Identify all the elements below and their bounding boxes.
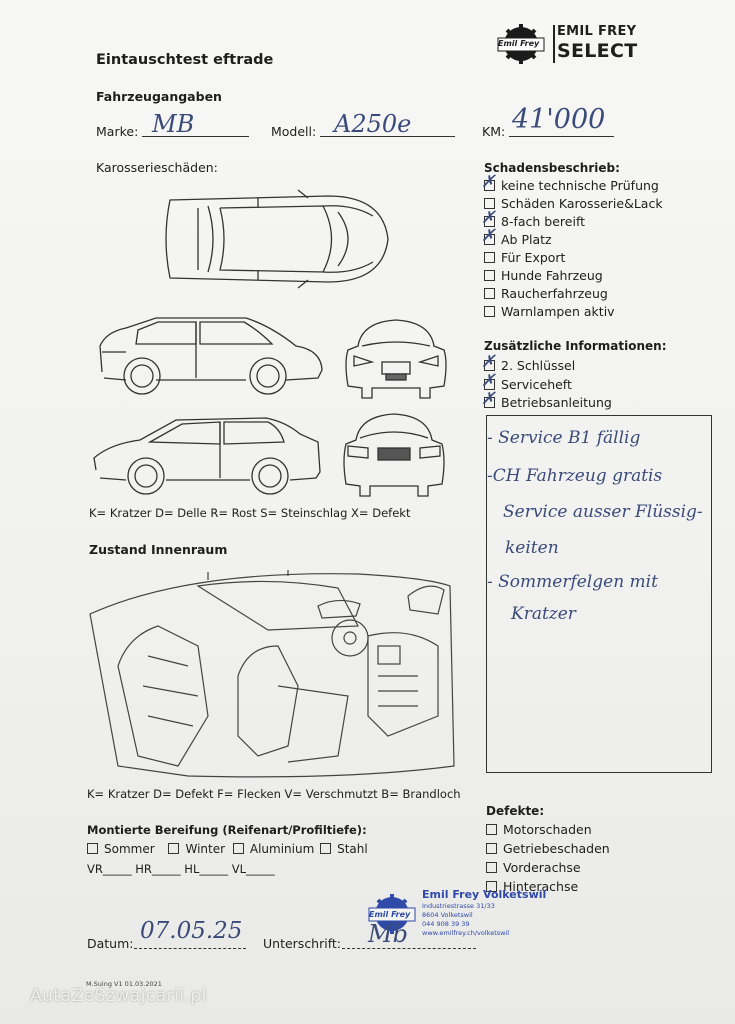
stamp-logo-text: Emil Frey [369,910,411,919]
damage-description-item[interactable] [484,304,615,319]
vehicle-section-title: Fahrzeugangaben [96,89,222,104]
checkbox-icon[interactable] [484,252,495,263]
tyre-option-winter[interactable]: Winter [168,842,225,856]
additional-info-item[interactable] [481,352,576,373]
tyre-option-summer[interactable]: Sommer [87,842,155,856]
additional-info-title: Zusätzliche Informationen: [484,339,667,353]
defect-item[interactable] [486,841,610,856]
notes-box[interactable] [486,415,712,773]
check-mark-icon: ✗ [481,208,496,228]
checkbox-icon[interactable] [486,843,497,854]
note-line: - Sommerfelgen mit [487,572,658,592]
damage-description-title: Schadensbeschrieb: [484,161,620,175]
car-side-view-left-diagram[interactable] [90,412,326,498]
damage-description-item[interactable] [481,226,552,247]
damage-description-label: Raucherfahrzeug [501,286,608,301]
damage-description-item[interactable] [484,196,663,211]
signature-field[interactable] [342,932,476,949]
damage-description-label: Warnlampen aktiv [501,304,615,319]
checkbox-icon [168,843,179,854]
checkbox-icon[interactable] [486,824,497,835]
car-top-view-diagram[interactable] [158,186,394,292]
defect-label: Getriebeschaden [503,841,610,856]
body-damage-title: Karosserieschäden: [96,160,218,175]
interior-diagram[interactable] [88,566,460,780]
damage-description-item[interactable] [484,268,603,283]
defect-item[interactable] [486,860,581,875]
damage-description-label: Hunde Fahrzeug [501,268,603,283]
check-mark-icon: ✗ [481,370,496,391]
note-line: - Service B1 fällig [487,428,641,448]
check-mark-icon: ✗ [481,172,496,192]
checkbox-icon[interactable] [484,288,495,299]
defect-label: Hinterachse [503,879,579,894]
brand-name: EMIL FREY [557,24,637,39]
damage-description-label: keine technische Prüfung [501,178,659,193]
car-rear-view-diagram[interactable] [338,412,450,498]
logo-wordmark: Emil Frey [498,39,540,48]
checkbox-icon [320,843,331,854]
additional-info-label: Serviceheft [501,376,572,392]
km-value: 41'000 [512,104,606,135]
checkbox-icon[interactable] [486,862,497,873]
defect-item[interactable] [486,822,592,837]
check-mark-icon: ✗ [481,389,496,409]
check-mark-icon: ✗ [481,352,496,372]
checkbox-icon[interactable] [484,270,495,281]
stamp-street: Industriestrasse 31/33 [422,902,495,910]
model-label: Modell: [271,124,317,139]
signature-value: Mb [368,920,408,948]
note-line: keiten [505,538,559,558]
damage-description-item[interactable] [481,172,659,193]
defect-label: Motorschaden [503,822,592,837]
interior-legend: K= Kratzer D= Defekt F= Flecken V= Verschmutzt B= Brandloch [87,787,461,801]
stamp-company: Emil Frey Volketswil [422,888,547,901]
body-damage-legend: K= Kratzer D= Delle R= Rost S= Steinschlag X= Defekt [89,506,411,520]
stamp-city: 8604 Volketswil [422,911,473,919]
km-label: KM: [482,124,506,139]
car-side-view-right-diagram[interactable] [96,312,326,398]
note-line: -CH Fahrzeug gratis [487,466,663,486]
signature-label: Unterschrift: [263,936,342,951]
brand-select: SELECT [557,40,638,62]
make-label: Marke: [96,124,139,139]
damage-description-label: 8-fach bereift [501,214,586,229]
logo-divider [553,25,555,63]
defects-title: Defekte: [486,804,545,818]
additional-info-item[interactable] [481,389,612,410]
damage-description-label: Schäden Karosserie&Lack [501,196,663,211]
date-value: 07.05.25 [140,918,243,944]
tyres-title: Montierte Bereifung (Reifenart/Profiltiefe): [87,823,367,837]
car-front-view-diagram[interactable] [342,316,450,400]
tyre-options [87,842,368,856]
additional-info-item[interactable] [481,370,572,392]
checkbox-icon [87,843,98,854]
make-value: MB [152,110,195,138]
model-value: A250e [334,110,412,138]
note-line: Kratzer [511,604,576,624]
checkbox-icon [233,843,244,854]
damage-description-label: Ab Platz [501,232,552,247]
damage-description-label: Für Export [501,250,566,265]
form-version: M.Suing V1 01.03.2021 [86,980,162,988]
damage-description-item[interactable] [484,250,565,265]
watermark: AutaZeSzwajcarii.pl [30,986,207,1006]
date-label: Datum: [87,936,134,951]
stamp-web: www.emilfrey.ch/volketswil [422,929,510,937]
note-line: Service ausser Flüssig- [503,502,703,522]
check-mark-icon: ✗ [481,226,496,246]
checkbox-icon[interactable] [484,306,495,317]
tyre-option-steel[interactable]: Stahl [320,842,368,856]
defect-label: Vorderachse [503,860,581,875]
damage-description-item[interactable] [484,286,608,301]
tyre-positions[interactable]: VR_____ HR_____ HL_____ VL_____ [87,862,275,876]
tyre-option-aluminium[interactable]: Aluminium [233,842,314,856]
interior-title: Zustand Innenraum [89,542,228,557]
damage-description-item[interactable] [481,208,586,229]
form-title: Eintauschtest eftrade [96,52,274,68]
additional-info-label: Betriebsanleitung [501,395,612,410]
additional-info-label: 2. Schlüssel [501,358,576,373]
stamp-phone: 044 908 39 39 [422,920,470,928]
